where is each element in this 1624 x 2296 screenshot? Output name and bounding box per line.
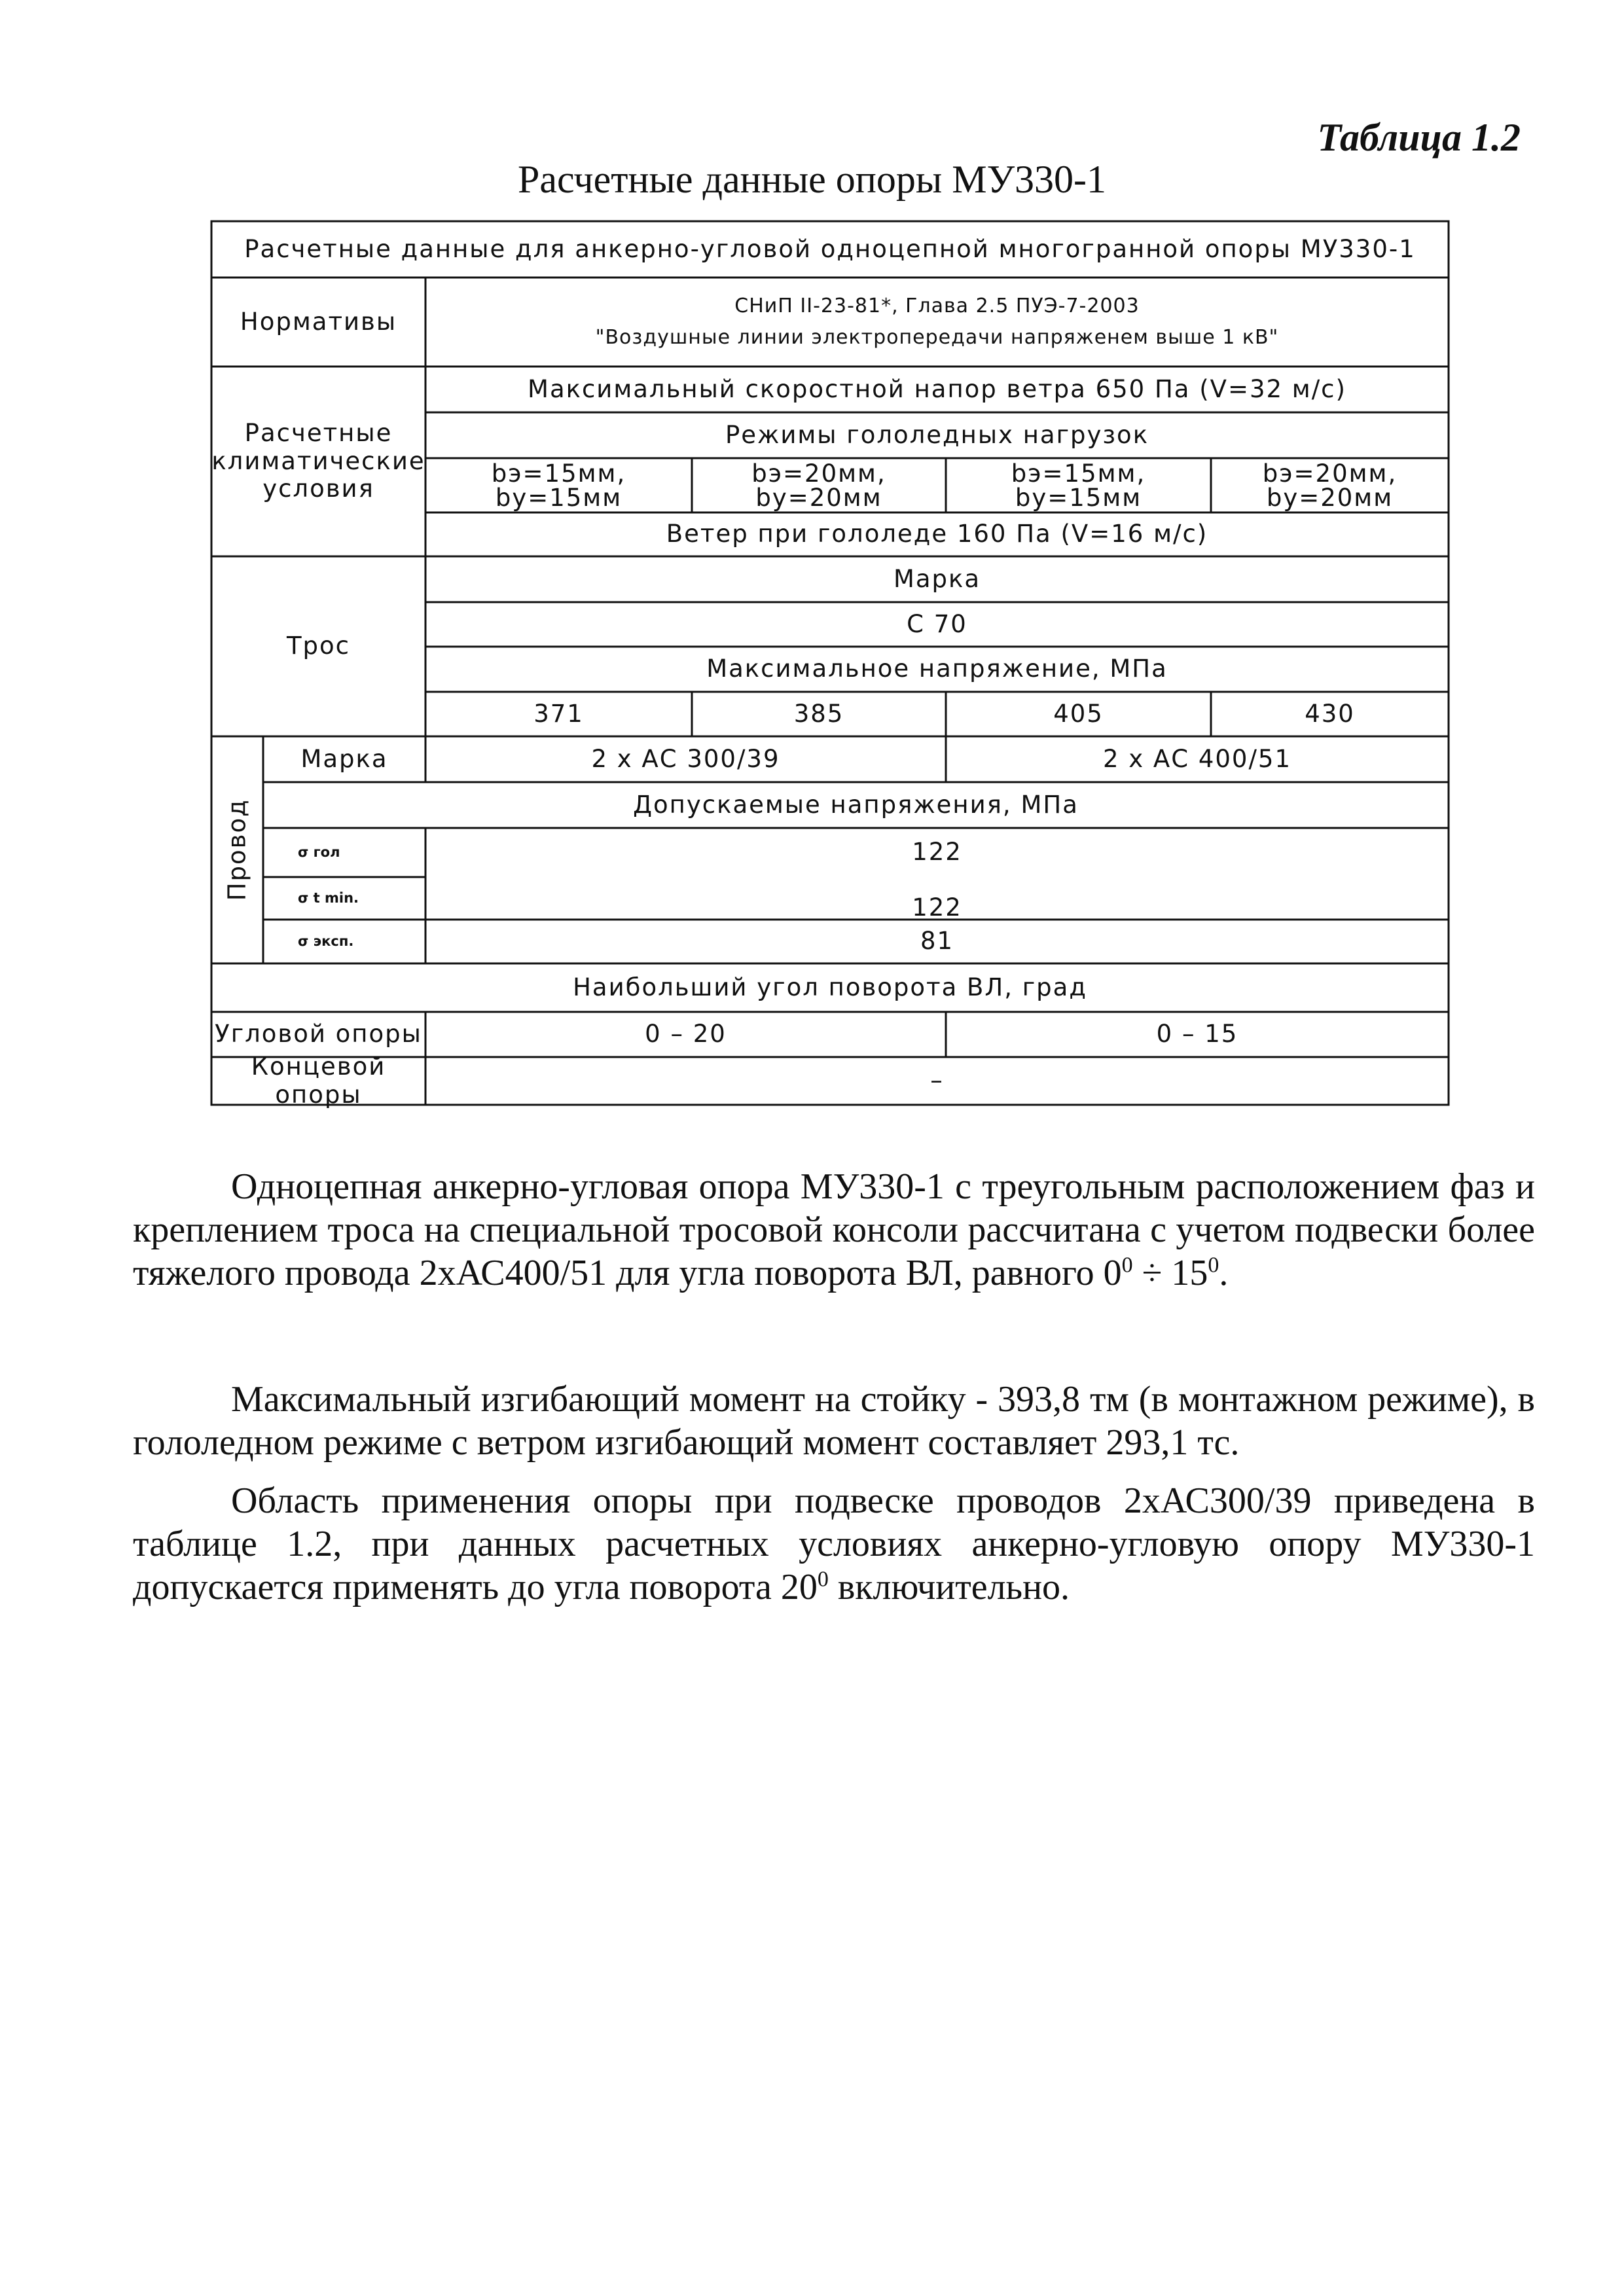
cable-brand-label: Марка: [893, 564, 981, 593]
paragraph-3-sup: 0: [817, 1567, 829, 1592]
table-number-label: Таблица 1.2: [1317, 116, 1521, 159]
end-support-label: Концевой опоры: [251, 1052, 386, 1109]
ice-mode-4-line1: bэ=20мм,: [1262, 459, 1398, 488]
table-title: Расчетные данные опоры МУ330-1: [517, 158, 1107, 201]
paragraph-1-text-b: ÷ 15: [1132, 1253, 1208, 1293]
max-stress-value-3: 405: [1053, 699, 1104, 728]
cable-brand: С 70: [907, 609, 967, 638]
paragraph-1: [133, 1165, 1535, 1295]
climate-label: Расчетные климатические условия: [211, 419, 425, 503]
sigma-exp-label: σ эксп.: [298, 933, 354, 950]
sigma-exp-value: 81: [920, 927, 954, 956]
wire-label-cell: [211, 736, 263, 963]
paragraph-1-sup-1: 0: [1121, 1253, 1133, 1278]
ice-modes-title: Режимы гололедных нагрузок: [725, 420, 1149, 449]
paragraph-2-text: Максимальный изгибающий момент на стойку - 393,8 тм (в монтажном режиме), в гололедном режиме с ветром изгибающий момент составляет 293,1 тс.: [133, 1379, 1535, 1463]
norms-line-2: "Воздушные линии электропередачи напряженем выше 1 кВ": [595, 326, 1279, 349]
wire-brand-2: 2 х АС 400/51: [1102, 744, 1292, 773]
table-header: Расчетные данные для анкерно-угловой одноцепной многогранной опоры МУ330-1: [244, 234, 1416, 263]
ice-mode-2: [692, 458, 946, 512]
ice-mode-3-line1: bэ=15мм,: [1011, 459, 1146, 488]
ice-mode-2-line1: bэ=20мм,: [751, 459, 886, 488]
sigma-ice-value: 122: [912, 838, 962, 867]
sigma-tmin-label: σ t min.: [298, 890, 359, 906]
sigma-ice-label: σ гол: [298, 844, 340, 861]
allowed-stress-label: Допускаемые напряжения, МПа: [633, 790, 1079, 819]
paragraph-3-text-a: Область применения опоры при подвеске проводов 2хАС300/39 приведена в таблице 1.2, при данных расчетных условиях анкерно-угловую опору МУ330-1 допускается применять до угла поворота 20: [133, 1480, 1535, 1607]
paragraph-1-text-a: Одноцепная анкерно-угловая опора МУ330-1 с треугольным расположением фаз и креплением троса на специальной тросовой консоли рассчитана с учетом подвески более тяжелого провода 2хАС400/51 для угла поворота ВЛ, равного 0: [133, 1166, 1535, 1293]
norms-line-1: СНиП II-23-81*, Глава 2.5 ПУЭ-7-2003: [734, 294, 1140, 317]
ice-mode-4-line2: by=20мм: [1266, 483, 1394, 512]
norms-label: Нормативы: [240, 307, 397, 336]
ice-mode-4: [1211, 458, 1449, 512]
ice-mode-1: [425, 458, 692, 512]
max-stress-value-2: 385: [793, 699, 844, 728]
norms-text: [425, 278, 1449, 367]
max-stress-value-4: 430: [1305, 699, 1355, 728]
ice-mode-1-line1: bэ=15мм,: [491, 459, 626, 488]
angle-support-value-1: 0 – 20: [645, 1020, 727, 1049]
ice-mode-1-line2: by=15мм: [495, 483, 623, 512]
ice-mode-3: [946, 458, 1211, 512]
paragraph-1-sup-2: 0: [1208, 1253, 1219, 1278]
wire-label: Провод: [223, 798, 251, 901]
paragraph-1-text-c: .: [1219, 1253, 1229, 1293]
cable-label: Трос: [286, 632, 351, 660]
angle-support-label: Угловой опоры: [215, 1020, 422, 1049]
wire-brand-1: 2 х АС 300/39: [591, 744, 780, 773]
paragraph-3: [133, 1479, 1535, 1609]
ice-mode-3-line2: by=15мм: [1015, 483, 1142, 512]
max-stress-label: Максимальное напряжение, МПа: [706, 655, 1168, 683]
paragraph-2: [133, 1378, 1535, 1464]
wind-ice: Ветер при гололеде 160 Па (V=16 м/с): [666, 520, 1208, 548]
max-angle-label: Наибольший угол поворота ВЛ, град: [573, 973, 1087, 1001]
sigma-tmin-value: 122: [912, 893, 962, 922]
wind-max: Максимальный скоростной напор ветра 650 Па (V=32 м/с): [528, 374, 1346, 403]
max-stress-value-1: 371: [533, 699, 584, 728]
end-support-value: –: [930, 1066, 944, 1095]
paragraph-3-text-b: включительно.: [828, 1567, 1070, 1607]
angle-support-value-2: 0 – 15: [1156, 1020, 1238, 1049]
wire-brand-label: Марка: [300, 744, 388, 773]
ice-mode-2-line2: by=20мм: [755, 483, 882, 512]
